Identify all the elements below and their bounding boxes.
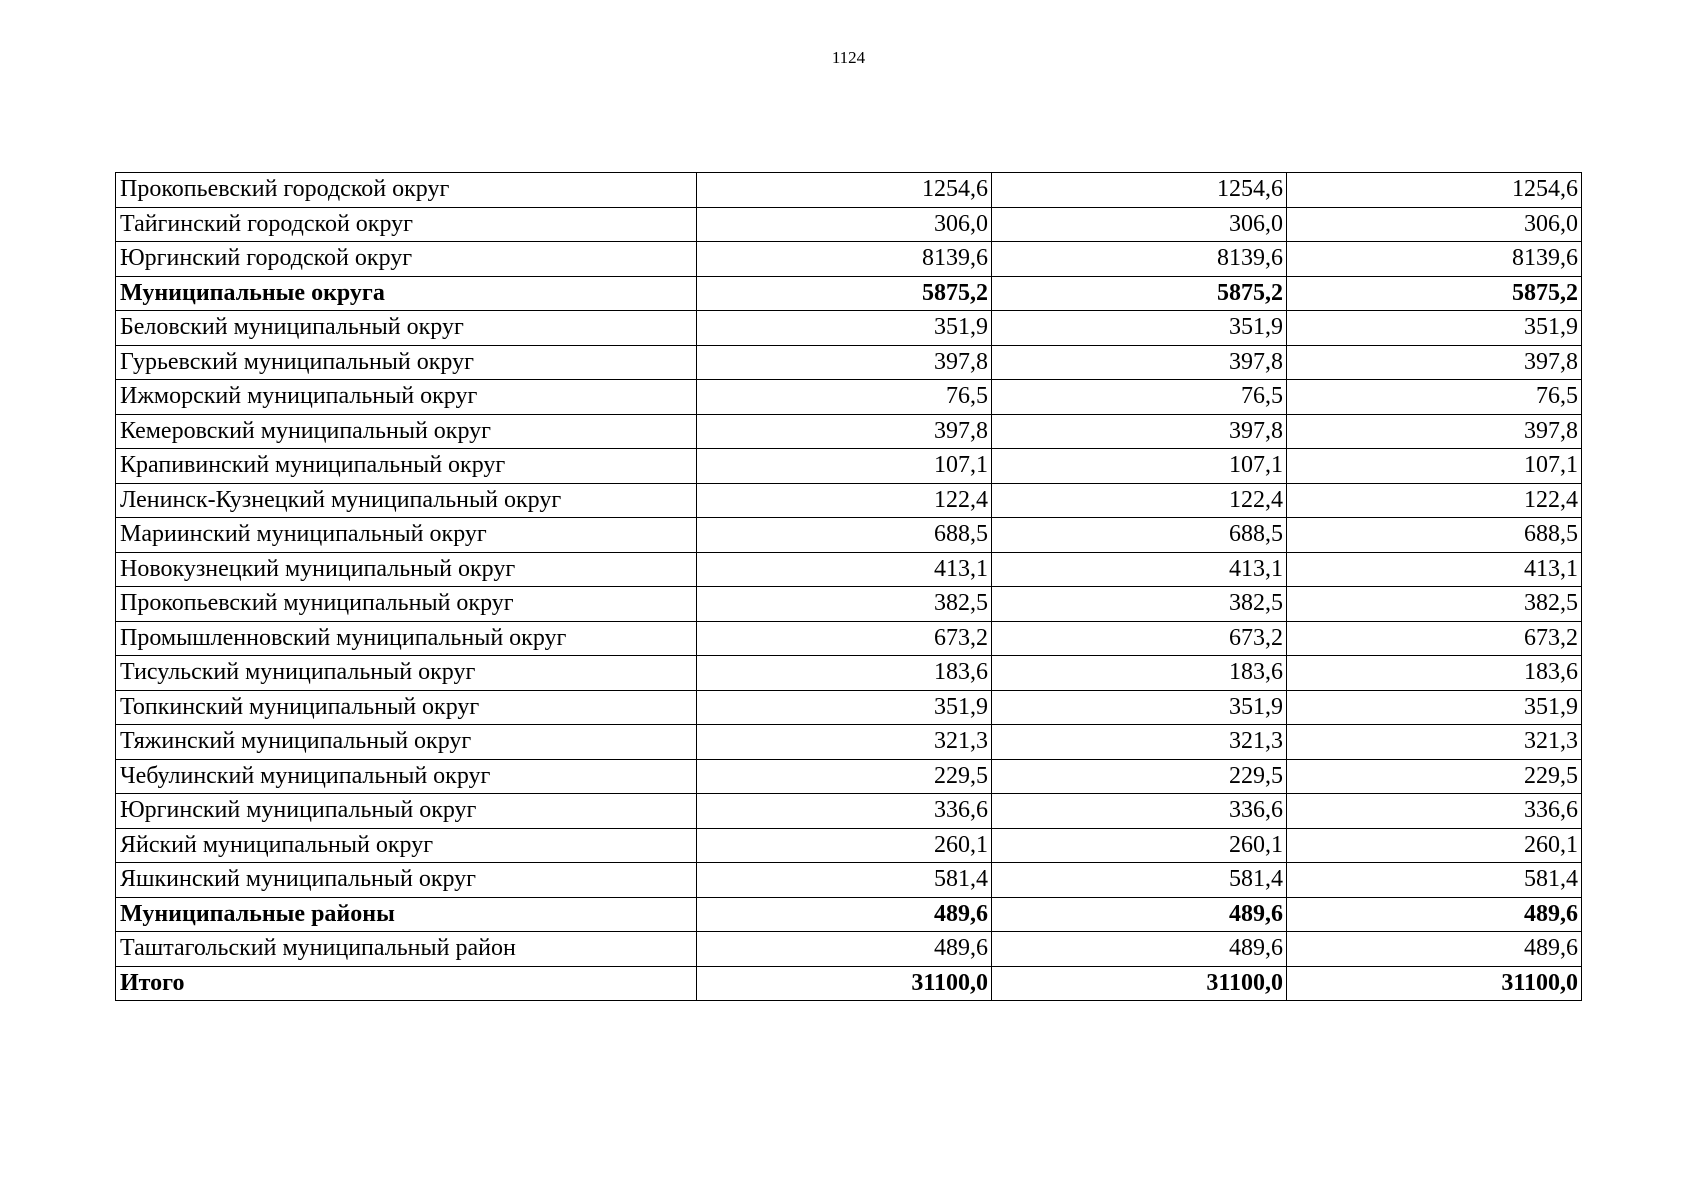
amount-cell-2: 8139,6 xyxy=(992,242,1287,277)
amount-cell-3: 5875,2 xyxy=(1287,276,1582,311)
amount-cell-3: 673,2 xyxy=(1287,621,1582,656)
municipality-name-cell: Муниципальные округа xyxy=(116,276,697,311)
table-row xyxy=(116,276,1582,311)
amount-cell-3: 306,0 xyxy=(1287,207,1582,242)
amount-cell-2: 31100,0 xyxy=(992,966,1287,1001)
amount-cell-3: 413,1 xyxy=(1287,552,1582,587)
municipality-name-cell: Беловский муниципальный округ xyxy=(116,311,697,346)
amount-cell-3: 260,1 xyxy=(1287,828,1582,863)
table-row xyxy=(116,242,1582,277)
municipality-name-cell: Кемеровский муниципальный округ xyxy=(116,414,697,449)
amount-cell-1: 76,5 xyxy=(697,380,992,415)
municipality-name-cell: Яшкинский муниципальный округ xyxy=(116,863,697,898)
table-row xyxy=(116,690,1582,725)
table-body xyxy=(116,173,1582,1001)
amount-cell-1: 397,8 xyxy=(697,414,992,449)
page-number: 1124 xyxy=(831,48,866,67)
table-row xyxy=(116,414,1582,449)
municipality-name-cell: Гурьевский муниципальный округ xyxy=(116,345,697,380)
amount-cell-3: 351,9 xyxy=(1287,690,1582,725)
amount-cell-1: 306,0 xyxy=(697,207,992,242)
amount-cell-2: 688,5 xyxy=(992,518,1287,553)
amount-cell-2: 397,8 xyxy=(992,345,1287,380)
amount-cell-1: 397,8 xyxy=(697,345,992,380)
table-row xyxy=(116,449,1582,484)
table-row xyxy=(116,587,1582,622)
municipality-name-cell: Тисульский муниципальный округ xyxy=(116,656,697,691)
amount-cell-2: 397,8 xyxy=(992,414,1287,449)
municipality-name-cell: Яйский муниципальный округ xyxy=(116,828,697,863)
amount-cell-1: 673,2 xyxy=(697,621,992,656)
amount-cell-3: 489,6 xyxy=(1287,932,1582,967)
amount-cell-2: 489,6 xyxy=(992,932,1287,967)
amount-cell-2: 581,4 xyxy=(992,863,1287,898)
municipality-name-cell: Муниципальные районы xyxy=(116,897,697,932)
municipality-name-cell: Юргинский муниципальный округ xyxy=(116,794,697,829)
table-row xyxy=(116,966,1582,1001)
amount-cell-2: 306,0 xyxy=(992,207,1287,242)
table-row xyxy=(116,897,1582,932)
municipality-name-cell: Мариинский муниципальный округ xyxy=(116,518,697,553)
amount-cell-2: 107,1 xyxy=(992,449,1287,484)
amount-cell-1: 31100,0 xyxy=(697,966,992,1001)
municipality-name-cell: Тяжинский муниципальный округ xyxy=(116,725,697,760)
table-row xyxy=(116,483,1582,518)
table-row xyxy=(116,759,1582,794)
amount-cell-3: 122,4 xyxy=(1287,483,1582,518)
amount-cell-3: 382,5 xyxy=(1287,587,1582,622)
amount-cell-1: 1254,6 xyxy=(697,173,992,208)
amount-cell-2: 351,9 xyxy=(992,311,1287,346)
table-row xyxy=(116,794,1582,829)
table-row xyxy=(116,380,1582,415)
municipality-name-cell: Крапивинский муниципальный округ xyxy=(116,449,697,484)
amount-cell-1: 413,1 xyxy=(697,552,992,587)
amount-cell-1: 107,1 xyxy=(697,449,992,484)
amount-cell-1: 5875,2 xyxy=(697,276,992,311)
municipality-name-cell: Чебулинский муниципальный округ xyxy=(116,759,697,794)
amount-cell-1: 8139,6 xyxy=(697,242,992,277)
amount-cell-2: 489,6 xyxy=(992,897,1287,932)
amount-cell-2: 413,1 xyxy=(992,552,1287,587)
amount-cell-1: 351,9 xyxy=(697,690,992,725)
amount-cell-2: 673,2 xyxy=(992,621,1287,656)
municipality-name-cell: Промышленновский муниципальный округ xyxy=(116,621,697,656)
amount-cell-1: 336,6 xyxy=(697,794,992,829)
table-row xyxy=(116,932,1582,967)
amount-cell-3: 397,8 xyxy=(1287,414,1582,449)
municipality-name-cell: Тайгинский городской округ xyxy=(116,207,697,242)
municipality-name-cell: Прокопьевский муниципальный округ xyxy=(116,587,697,622)
amount-cell-3: 581,4 xyxy=(1287,863,1582,898)
amount-cell-2: 122,4 xyxy=(992,483,1287,518)
municipality-name-cell: Итого xyxy=(116,966,697,1001)
table-row xyxy=(116,863,1582,898)
amount-cell-1: 382,5 xyxy=(697,587,992,622)
amount-cell-1: 229,5 xyxy=(697,759,992,794)
amount-cell-2: 321,3 xyxy=(992,725,1287,760)
municipality-name-cell: Ленинск-Кузнецкий муниципальный округ xyxy=(116,483,697,518)
amount-cell-3: 31100,0 xyxy=(1287,966,1582,1001)
amount-cell-1: 688,5 xyxy=(697,518,992,553)
table-row xyxy=(116,725,1582,760)
budget-table xyxy=(115,172,1582,1001)
amount-cell-1: 183,6 xyxy=(697,656,992,691)
amount-cell-2: 351,9 xyxy=(992,690,1287,725)
amount-cell-3: 489,6 xyxy=(1287,897,1582,932)
amount-cell-1: 581,4 xyxy=(697,863,992,898)
amount-cell-1: 260,1 xyxy=(697,828,992,863)
municipality-name-cell: Ижморский муниципальный округ xyxy=(116,380,697,415)
amount-cell-3: 76,5 xyxy=(1287,380,1582,415)
amount-cell-2: 260,1 xyxy=(992,828,1287,863)
amount-cell-2: 382,5 xyxy=(992,587,1287,622)
table-row xyxy=(116,518,1582,553)
table-row xyxy=(116,621,1582,656)
municipality-name-cell: Юргинский городской округ xyxy=(116,242,697,277)
municipality-name-cell: Новокузнецкий муниципальный округ xyxy=(116,552,697,587)
amount-cell-3: 351,9 xyxy=(1287,311,1582,346)
amount-cell-3: 8139,6 xyxy=(1287,242,1582,277)
amount-cell-2: 336,6 xyxy=(992,794,1287,829)
amount-cell-2: 1254,6 xyxy=(992,173,1287,208)
amount-cell-1: 122,4 xyxy=(697,483,992,518)
municipality-name-cell: Прокопьевский городской округ xyxy=(116,173,697,208)
amount-cell-3: 229,5 xyxy=(1287,759,1582,794)
amount-cell-3: 183,6 xyxy=(1287,656,1582,691)
municipality-name-cell: Топкинский муниципальный округ xyxy=(116,690,697,725)
table-row xyxy=(116,828,1582,863)
amount-cell-2: 229,5 xyxy=(992,759,1287,794)
amount-cell-3: 321,3 xyxy=(1287,725,1582,760)
amount-cell-3: 1254,6 xyxy=(1287,173,1582,208)
amount-cell-3: 336,6 xyxy=(1287,794,1582,829)
table-row xyxy=(116,345,1582,380)
table-row xyxy=(116,656,1582,691)
amount-cell-2: 183,6 xyxy=(992,656,1287,691)
amount-cell-2: 5875,2 xyxy=(992,276,1287,311)
table-row xyxy=(116,207,1582,242)
table-row xyxy=(116,173,1582,208)
amount-cell-3: 688,5 xyxy=(1287,518,1582,553)
municipality-name-cell: Таштагольский муниципальный район xyxy=(116,932,697,967)
table-row xyxy=(116,552,1582,587)
amount-cell-3: 397,8 xyxy=(1287,345,1582,380)
amount-cell-1: 489,6 xyxy=(697,897,992,932)
amount-cell-1: 321,3 xyxy=(697,725,992,760)
table-row xyxy=(116,311,1582,346)
amount-cell-1: 351,9 xyxy=(697,311,992,346)
amount-cell-1: 489,6 xyxy=(697,932,992,967)
amount-cell-2: 76,5 xyxy=(992,380,1287,415)
amount-cell-3: 107,1 xyxy=(1287,449,1582,484)
